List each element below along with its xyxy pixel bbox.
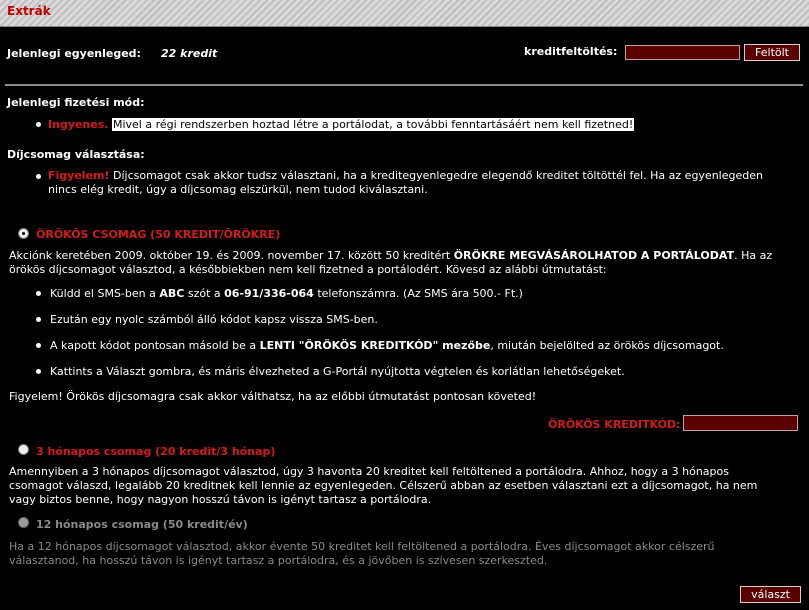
lifetime-warning: Figyelem! Örökös díjcsomagra csak akkor válthatsz, ha az előbbi útmutatást pontosan követed!	[9, 390, 537, 403]
lifetime-desc-emphasis: ÖRÖKRE MEGVÁSÁROLHATOD A PORTÁLODAT	[453, 249, 735, 262]
three-month-desc	[9, 465, 804, 507]
payment-heading: Jelenlegi fizetési mód:	[7, 96, 145, 109]
three-month-desc-text: Amennyiben a 3 hónapos díjcsomagot választod, úgy 3 havonta 20 kreditet kell feltöltened a portálodra. Ahhoz, hogy a 3 hónapos	[9, 465, 729, 478]
step-2: Ezután egy nyolc számból álló kódot kapsz vissza SMS-ben.	[50, 313, 378, 326]
three-month-desc-text: csomagot válaszd, legalább 20 kreditnek kell lennie az egyenlegeden. Célszerű abban az esetben választani ezt a díjcsomagot, ha nem	[9, 479, 758, 492]
warning-text-1: Díjcsomagot csak akkor tudsz választani, ha a kreditegyenlegedre elegendő kreditet töltöttél fel. Ha az egyenlegeden	[113, 169, 763, 182]
bullet-icon	[36, 174, 41, 179]
divider	[5, 84, 803, 86]
package-warning	[48, 169, 798, 197]
twelve-month-desc	[9, 540, 804, 568]
payment-note: Mivel a régi rendszerben hoztad létre a portálodat, a további fenntartásáért nem kell fizetned!	[112, 118, 634, 131]
step-text: telefonszámra. (Az SMS ára 500.- Ft.)	[317, 287, 523, 300]
bullet-icon	[36, 122, 41, 127]
step-text: Küldd el SMS-ben a	[50, 287, 156, 300]
topup-button[interactable]: Feltölt	[744, 44, 800, 61]
step-text: szót a	[187, 287, 221, 300]
lifetime-desc	[9, 249, 804, 277]
step-3	[50, 339, 724, 352]
sms-code: ABC	[159, 287, 185, 300]
bullet-icon	[36, 291, 41, 296]
step-text: , miután bejelölted az örökös díjcsomagot.	[490, 339, 724, 352]
lifetime-desc-text: Akciónk keretében 2009. október 19. és 2009. november 17. között 50 kreditért	[9, 249, 451, 262]
warning-label: Figyelem!	[48, 169, 110, 182]
step-1	[50, 287, 523, 300]
lifetime-desc-text: örökös díjcsomagot választod, a későbbiekben nem kell fizetned a portálodért. Kövesd az alábbi útmutatást:	[9, 263, 607, 276]
phone-number: 06-91/336-064	[224, 287, 314, 300]
balance-value: 22 kredit	[161, 47, 218, 60]
radio-twelve-month[interactable]	[18, 517, 29, 528]
radio-three-month[interactable]	[18, 444, 29, 455]
three-month-desc-text: vagy biztos benne, hogy nagyon hosszú távon is igényt tartasz a portálodra.	[9, 493, 432, 506]
window-titlebar	[0, 0, 809, 27]
three-month-title: 3 hónapos csomag (20 kredit/3 hónap)	[36, 445, 276, 458]
submit-button[interactable]: választ	[740, 586, 801, 603]
topup-label: kreditfeltöltés:	[524, 45, 618, 58]
lifetime-code-input[interactable]	[683, 415, 798, 431]
balance-label: Jelenlegi egyenleged:	[7, 47, 141, 60]
step-text: A kapott kódot pontosan másold be a	[50, 339, 257, 352]
twelve-month-desc-text: Ha a 12 hónapos díjcsomagot választod, akkor évente 50 kreditet kell feltöltened a portálodra. Éves díjcsomagot akkor célszerű	[9, 540, 715, 553]
bullet-icon	[36, 343, 41, 348]
radio-lifetime[interactable]	[18, 228, 29, 239]
bullet-icon	[36, 317, 41, 322]
package-heading: Díjcsomag választása:	[7, 148, 145, 161]
twelve-month-desc-text: választanod, ha hosszú távon is igényt tartasz a portálodra, és a jövőben is szívesen szerkeszted.	[9, 554, 548, 567]
window-title: Extrák	[7, 4, 51, 18]
topup-input[interactable]	[625, 45, 740, 60]
bullet-icon	[36, 369, 41, 374]
warning-text-2: nincs elég kredit, úgy a díjcsomag elszürkül, nem tudod kiválasztani.	[48, 183, 428, 196]
step-emphasis: LENTI "ÖRÖKÖS KREDITKÓD" mezőbe	[259, 339, 491, 352]
lifetime-title: ÖRÖKÖS CSOMAG (50 KREDIT/ÖRÖKRE)	[36, 228, 281, 241]
payment-mode-line	[48, 118, 634, 131]
lifetime-code-label: ÖRÖKÖS KREDITKÓD:	[548, 418, 681, 431]
step-4: Kattints a Választ gombra, és máris élvezheted a G-Portál nyújtotta végtelen és korlátlan lehetőségeket.	[50, 365, 625, 378]
twelve-month-title: 12 hónapos csomag (50 kredit/év)	[36, 518, 248, 531]
lifetime-desc-text: . Ha az	[734, 249, 773, 262]
payment-mode: Ingyenes.	[48, 118, 109, 131]
